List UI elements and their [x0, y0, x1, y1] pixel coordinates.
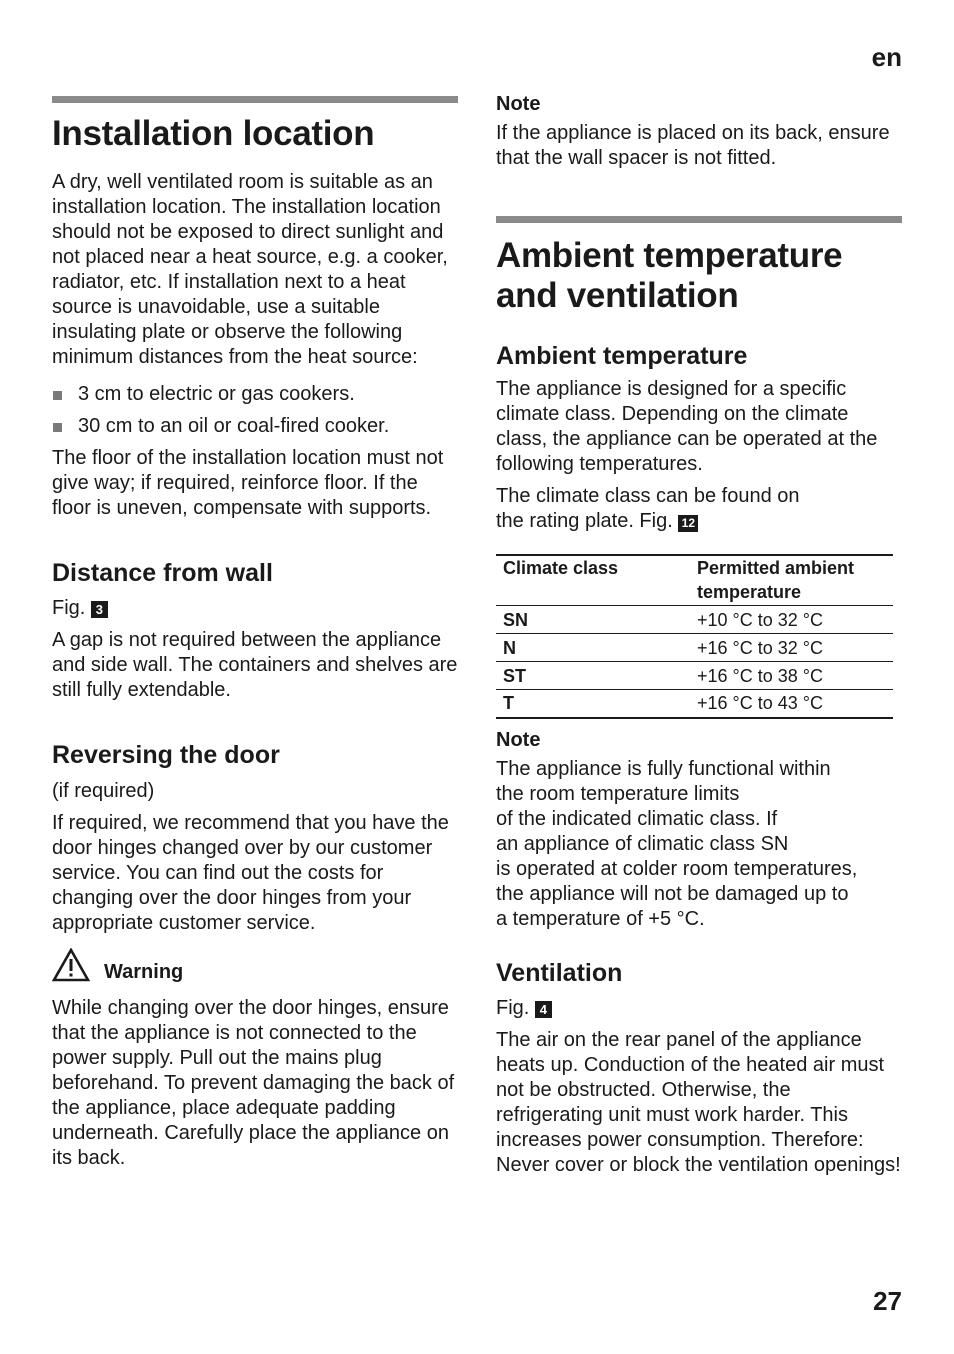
door-subtitle: (if required)	[52, 780, 155, 802]
section-rule	[496, 216, 902, 223]
table-row: T +16 °C to 43 °C	[496, 690, 893, 718]
distance-text: A gap is not required between the appliance and side wall. The containers and shelves are still fully extendable.	[52, 629, 458, 701]
note-label: Note	[496, 728, 541, 751]
right-column	[496, 0, 902, 1178]
ambient-note-text: The appliance is fully functional within the room temperature limits of the indicated climatic class. If an appliance of climatic class SN is operated at colder room temperatures, the appliance will not be damaged up to a temperature of +5 °C.	[496, 757, 858, 930]
figure-number: 3	[91, 601, 108, 618]
door-text: If required, we recommend that you have the door hinges changed over by our customer service. You can find out the costs for changing over the door hinges from your appropriate customer service.	[52, 812, 449, 934]
header-climate-class: Climate class	[503, 558, 619, 578]
warning-text: While changing over the door hinges, ensure that the appliance is not connected to the power supply. Pull out the mains plug beforehand. To prevent damaging the back of the appliance, place adequate padding underneath. Carefully place the appliance on its back.	[52, 997, 455, 1169]
left-column	[52, 0, 458, 1171]
climate-table	[496, 554, 893, 719]
ventilation-fig-ref: Fig. 4	[496, 996, 902, 1021]
section-rule	[52, 96, 458, 103]
distance-fig-ref: Fig. 3	[52, 596, 458, 621]
distance-list	[52, 382, 458, 439]
header-permitted-temperature: Permitted ambient temperature	[697, 558, 855, 602]
bullet-icon	[53, 423, 62, 432]
figure-number: 12	[678, 515, 698, 532]
table-row: SN +10 °C to 32 °C	[496, 606, 893, 634]
ambient-text: The appliance is designed for a specific climate class. Depending on the climate class, the appliance can be operated at the following temperatures.	[496, 378, 878, 475]
table-row: N +16 °C to 32 °C	[496, 634, 893, 662]
language-label: en	[871, 42, 902, 72]
ambient-subtitle: Ambient temperature	[496, 342, 748, 370]
note-text: If the appliance is placed on its back, ensure that the wall spacer is not fitted.	[496, 122, 890, 169]
ventilation-text: The air on the rear panel of the appliance heats up. Conduction of the heated air must not be obstructed. Otherwise, the refrigerating unit must work harder. This increases power consumption. Therefore: Never cover or block the ventilation openings!	[496, 1028, 901, 1176]
warning-icon	[52, 948, 90, 982]
page-number: 27	[873, 1286, 902, 1316]
warning-label: Warning	[104, 961, 184, 983]
ambient-title: Ambient temperature and ventilation	[496, 236, 843, 315]
climate-class-text: The climate class can be found on the rating plate. Fig. 12	[496, 485, 800, 532]
ventilation-title: Ventilation	[496, 958, 623, 987]
distance-title: Distance from wall	[52, 559, 273, 587]
table-header-row	[496, 555, 893, 606]
installation-title: Installation location	[52, 114, 375, 153]
warning-header	[52, 948, 458, 982]
list-item: 30 cm to an oil or coal-fired cooker.	[52, 414, 458, 439]
bullet-icon	[53, 391, 62, 400]
figure-number: 4	[535, 1001, 552, 1018]
installation-intro: A dry, well ventilated room is suitable as an installation location. The installation location should not be exposed to direct sunlight and not placed near a heat source, e.g. a cooker, radiator, etc. If installation next to a heat source is unavoidable, use a suitable insulating plate or observe the following minimum distances from the heat source:	[52, 171, 448, 368]
door-title: Reversing the door	[52, 741, 280, 769]
table-row: ST +16 °C to 38 °C	[496, 662, 893, 690]
list-item: 3 cm to electric or gas cookers.	[52, 382, 458, 407]
floor-text: The floor of the installation location must not give way; if required, reinforce floor. If the floor is uneven, compensate with supports.	[52, 447, 444, 519]
note-label: Note	[496, 93, 541, 115]
